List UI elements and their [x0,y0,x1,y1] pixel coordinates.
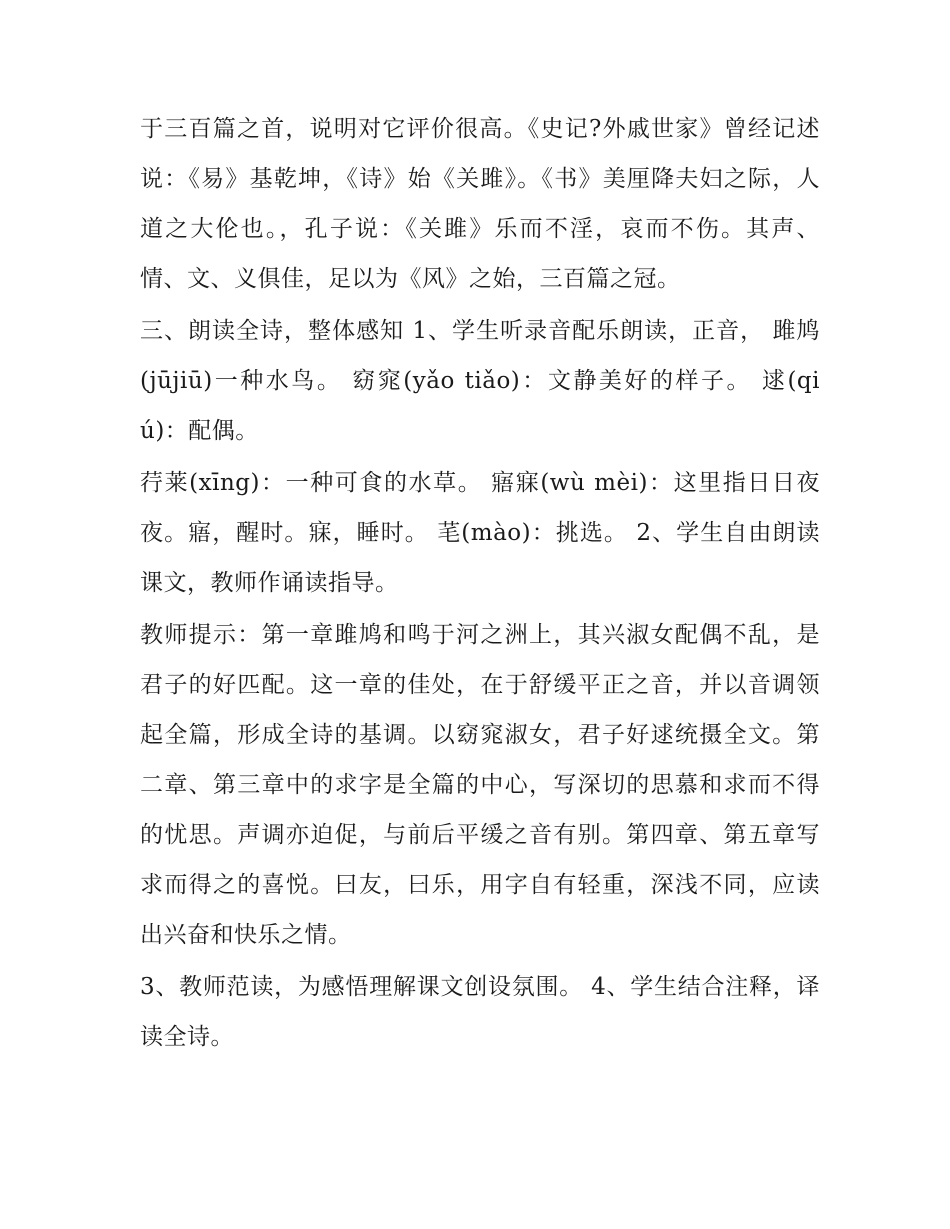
document-body [140,104,820,1064]
paragraph-model-reading: 3、教师范读，为感悟理解课文创设氛围。 4、学生结合注释，译读全诗。 [140,974,820,1050]
paragraph-reading-pronunciation: 三、朗读全诗，整体感知 1、学生听录音配乐朗读，正音， 雎鸠(jūjiū)一种水鸟。 窈窕(yǎo tiǎo)：文静美好的样子。 逑(qiú)：配偶。 [140,318,820,444]
paragraph-teacher-hint: 教师提示：第一章雎鸠和鸣于河之洲上，其兴淑女配偶不乱，是君子的好匹配。这一章的佳处，在于舒缓平正之音，并以音调领起全篇，形成全诗的基调。以窈窕淑女，君子好逑统摄全文。第二章、第三章中的求字是全篇的中心，写深切的思慕和求而不得的忧思。声调亦迫促，与前后平缓之音有别。第四章、第五章写求而得之的喜悦。曰友，曰乐，用字自有轻重，深浅不同，应读出兴奋和快乐之情。 [140,622,820,948]
paragraph-vocabulary: 荇莱(xīng)：一种可食的水草。 寤寐(wù mèi)：这里指日日夜夜。寤，醒时。寐，睡时。 芼(mào)：挑选。 2、学生自由朗读课文，教师作诵读指导。 [140,470,820,596]
paragraph-intro: 于三百篇之首，说明对它评价很高。《史记?外戚世家》曾经记述说：《易》基乾坤，《诗》始《关雎》。《书》美厘降夫妇之际，人道之大伦也。，孔子说：《关雎》乐而不淫，哀而不伤。其声、情、文、义俱佳，足以为《风》之始，三百篇之冠。 [140,116,820,292]
